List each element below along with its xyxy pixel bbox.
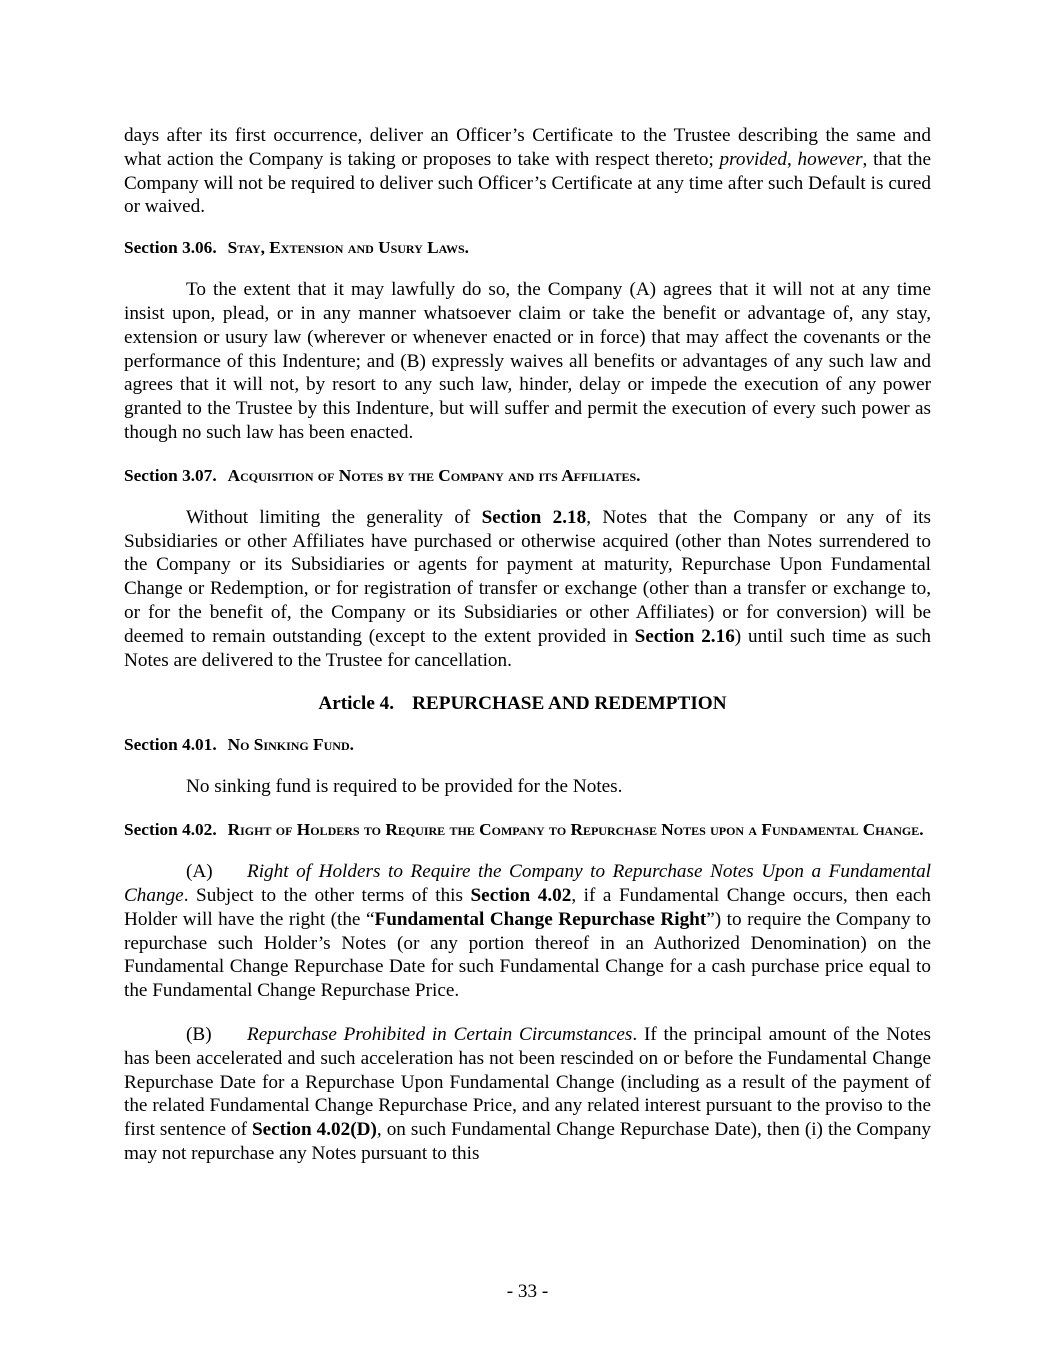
- article-number: Article 4.: [318, 693, 395, 715]
- text-run: , that the Company will not be required to deliver such Officer’s Certificate at any time after such Default is cured or waived.: [124, 148, 931, 218]
- clause-caption: Repurchase Prohibited in Certain Circumstances: [247, 1023, 633, 1045]
- text-run: , Notes that the Company or any of its Subsidiaries or other Affiliates have purchased or otherwise acquired (other than Notes surrendered to the Company or its Subsidiaries or agents for payment at maturity, Repurchase Upon Fundamental Change or Redemption, or for registration of transfer or exchange (other than a transfer or exchange to, or for the benefit of, the Company or its Subsidiaries or other Affiliates) or for conversion) will be deemed to remain outstanding (except to the extent provided in: [124, 506, 931, 647]
- italic-run: however: [797, 148, 863, 170]
- text-run: . Subject to the other terms of this: [183, 884, 471, 906]
- text-run: ,: [787, 148, 798, 170]
- section-4-01-heading: [124, 734, 931, 756]
- document-page: [124, 124, 931, 1166]
- cross-reference: Section 4.02(D): [251, 1119, 377, 1141]
- section-number: Section 4.02.: [124, 820, 217, 840]
- paragraph-4-02-b: [124, 1023, 931, 1166]
- text-run: Without limiting the generality of: [186, 506, 482, 528]
- text-run: ) until such time as such Notes are delivered to the Trustee for cancellation.: [124, 625, 932, 671]
- section-3-07-heading: [124, 465, 931, 487]
- clause-label: (A): [186, 861, 213, 883]
- text-run: . If the principal amount of the Notes has been accelerated and such acceleration has not been rescinded on or before the Fundamental Change Repurchase Date for a Repurchase Upon Fundamental Change (including as a result of the payment of the related Fundamental Change Repurchase Price, and any related interest pursuant to the proviso to the first sentence of: [124, 1023, 931, 1141]
- paragraph-4-02-a: [124, 860, 931, 1003]
- paragraph-stay-extension-usury: To the extent that it may lawfully do so, the Company (A) agrees that it will not at any time insist upon, plead, or in any manner whatsoever claim or take the benefit or advantage of, any stay, extension or usury law (wherever or whenever enacted or in force) that may affect the covenants or the performance of this Indenture; and (B) expressly waives all benefits or advantages of any such law and agrees that it will not, by resort to any such law, hinder, delay or impede the execution of any power granted to the Trustee by this Indenture, but will suffer and permit the execution of every such power as though no such law has been enacted.: [124, 279, 931, 443]
- section-number: Section 4.01.: [124, 735, 217, 755]
- text-run: days after its first occurrence, deliver an Officer’s Certificate to the Trustee describing the same and what action the Company is taking or proposes to take with respect thereto;: [124, 125, 931, 170]
- defined-term: Fundamental Change Repurchase Right: [374, 908, 707, 930]
- text-run: , on such Fundamental Change Repurchase Date), then (i) the Company may not repurchase any Notes pursuant to this: [124, 1119, 932, 1164]
- page-number: - 33 -: [506, 1281, 549, 1302]
- article-title: REPURCHASE AND REDEMPTION: [412, 693, 727, 715]
- text-run: ”) to require the Company to repurchase such Holder’s Notes (or any portion thereof in an Authorized Denomination) on the Fundamental Change Repurchase Date for such Fundamental Change for a cash purchase price equal to the Fundamental Change Repurchase Price.: [124, 908, 931, 1002]
- paragraph-acquisition-of-notes: [124, 506, 931, 673]
- paragraph-no-sinking-fund: No sinking fund is required to be provided for the Notes.: [186, 776, 623, 798]
- section-4-02-heading: [124, 819, 931, 841]
- section-number: Section 3.06.: [124, 238, 217, 258]
- italic-run: provided: [719, 148, 787, 170]
- section-3-06-heading: [124, 237, 931, 259]
- section-title: Stay, Extension and Usury Laws.: [227, 238, 470, 258]
- clause-caption: Right of Holders to Require the Company to Repurchase Notes Upon a Fundamental Change: [124, 861, 931, 906]
- section-title: Right of Holders to Require the Company to Repurchase Notes upon a Fundamental Change.: [227, 820, 924, 840]
- section-title: No Sinking Fund.: [227, 735, 354, 755]
- cross-reference: Section 2.16: [634, 625, 735, 647]
- clause-label: (B): [186, 1023, 212, 1045]
- paragraph-officers-certificate: [124, 124, 931, 219]
- cross-reference: Section 4.02: [470, 884, 572, 906]
- section-number: Section 3.07.: [124, 465, 217, 485]
- cross-reference: Section 2.18: [481, 506, 587, 528]
- text-run: , if a Fundamental Change occurs, then each Holder will have the right (the “: [124, 884, 931, 930]
- article-4-heading: [124, 692, 931, 716]
- section-title: Acquisition of Notes by the Company and its Affiliates.: [227, 465, 641, 485]
